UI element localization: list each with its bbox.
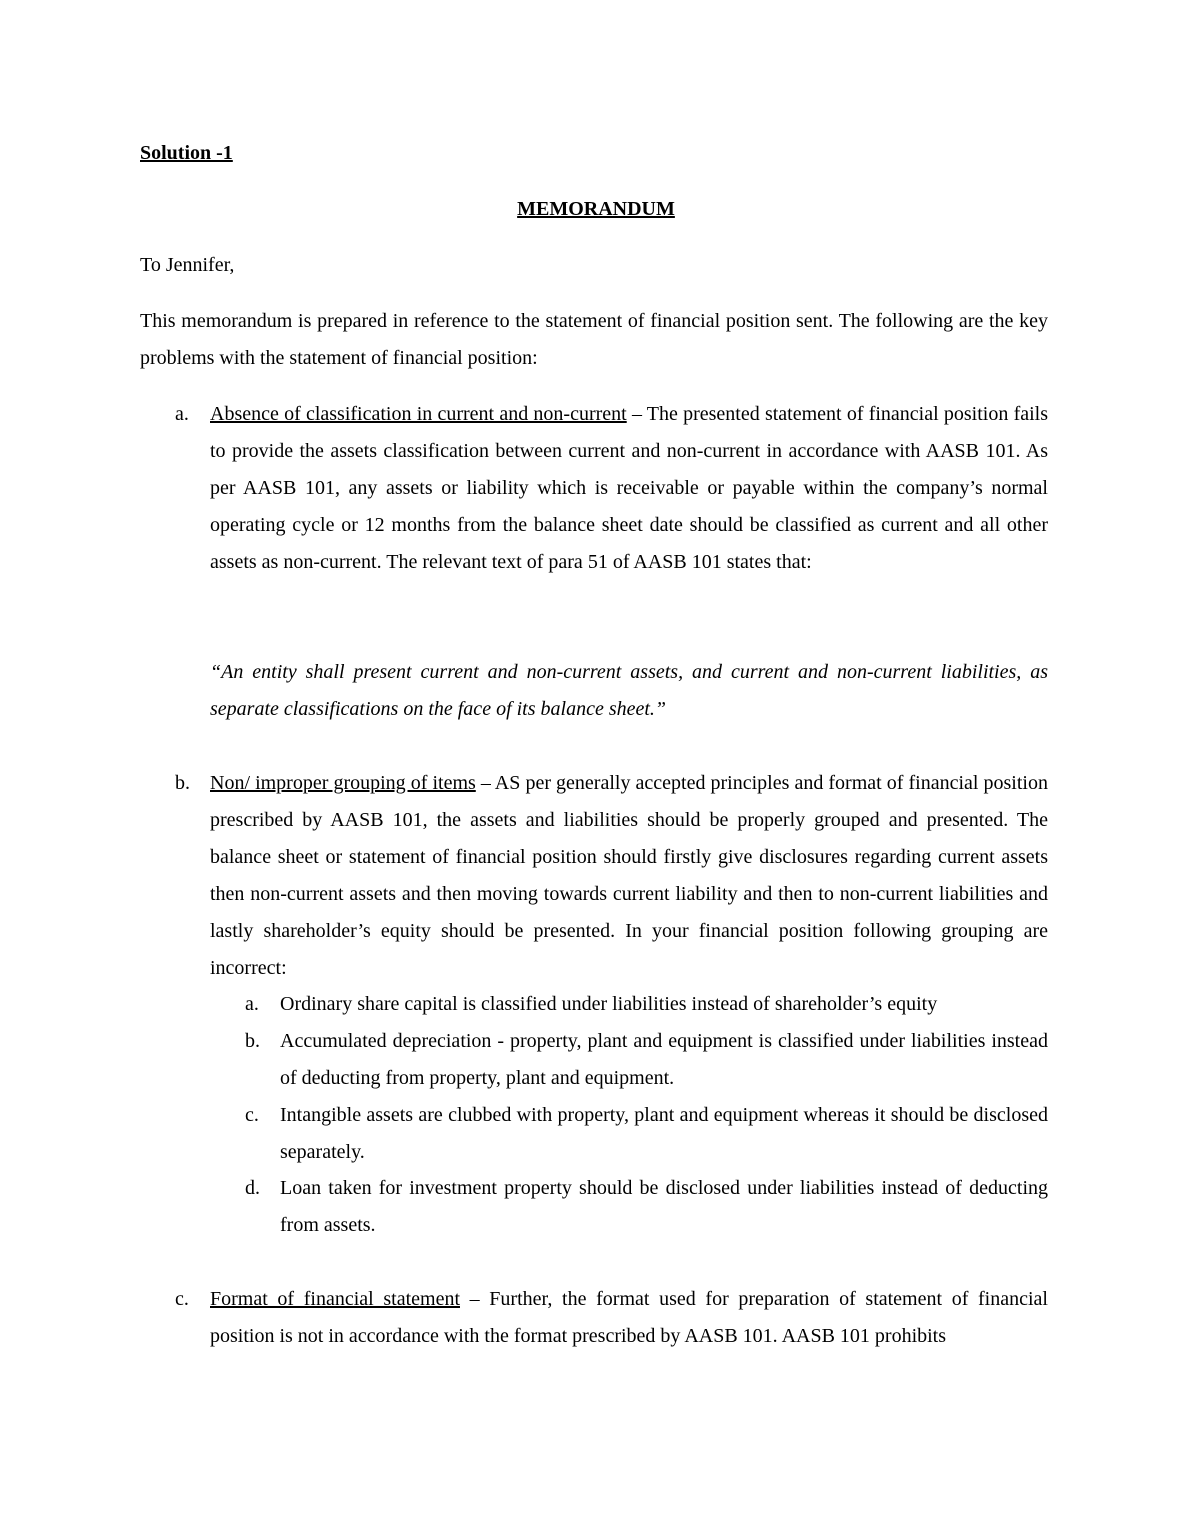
list-item-body [210, 396, 1048, 581]
list-item-a [140, 396, 1048, 581]
sub-list-item-b [210, 1023, 1048, 1097]
sub-list-item-d [210, 1170, 1048, 1244]
sub-list-item-c [210, 1097, 1048, 1171]
intro-paragraph: This memorandum is prepared in reference to the statement of financial position sent. The following are the key problems with the statement of financial position: [140, 310, 1048, 369]
list-item-body [210, 765, 1048, 987]
list-item-body [210, 1281, 1048, 1355]
solution-heading: Solution -1 [140, 142, 233, 164]
sub-list-marker: c. [245, 1104, 259, 1126]
item-heading: Non/ improper grouping of items [210, 772, 476, 794]
sub-list-item-text: Ordinary share capital is classified under liabilities instead of shareholder’s equity [280, 993, 938, 1015]
list-item-c [140, 1281, 1048, 1355]
sub-list-marker: b. [245, 1030, 260, 1052]
sub-list-marker: d. [245, 1177, 260, 1199]
item-heading: Format of financial statement [210, 1288, 460, 1310]
sub-list-item-text: Accumulated depreciation - property, plant and equipment is classified under liabilities instead of deducting from property, plant and equipment. [280, 1030, 1048, 1089]
quoted-standard-text: “An entity shall present current and non-current assets, and current and non-current liabilities, as separate classifications on the face of its balance sheet.” [210, 661, 1048, 720]
list-item-b [140, 765, 1048, 987]
item-text: – Further, the format used for preparation of statement of financial position is not in accordance with the format prescribed by AASB 101. AASB 101 prohibits [210, 1288, 1048, 1347]
sub-list-item-text: Loan taken for investment property should be disclosed under liabilities instead of deducting from assets. [280, 1177, 1048, 1236]
item-text: – AS per generally accepted principles and format of financial position prescribed by AASB 101, the assets and liabilities should be properly grouped and presented. The balance sheet or statement of financial position should firstly give disclosures regarding current assets then non-current assets and then moving towards current liability and then to non-current liabilities and lastly shareholder’s equity should be presented. In your financial position following grouping are incorrect: [210, 772, 1048, 979]
list-marker: c. [175, 1288, 189, 1310]
sub-list-marker: a. [245, 993, 259, 1015]
memo-title: MEMORANDUM [517, 198, 675, 220]
item-text: – The presented statement of financial position fails to provide the assets classification between current and non-current in accordance with AASB 101. As per AASB 101, any assets or liability which is receivable or payable within the company’s normal operating cycle or 12 months from the balance sheet date should be classified as current and all other assets as non-current. The relevant text of para 51 of AASB 101 states that: [210, 403, 1048, 573]
salutation: To Jennifer, [140, 254, 235, 276]
sub-list-item-a [210, 986, 1048, 1023]
list-marker: b. [175, 772, 190, 794]
item-heading: Absence of classification in current and non-current [210, 403, 627, 425]
list-marker: a. [175, 403, 189, 425]
sub-list-item-text: Intangible assets are clubbed with property, plant and equipment whereas it should be disclosed separately. [280, 1104, 1048, 1163]
